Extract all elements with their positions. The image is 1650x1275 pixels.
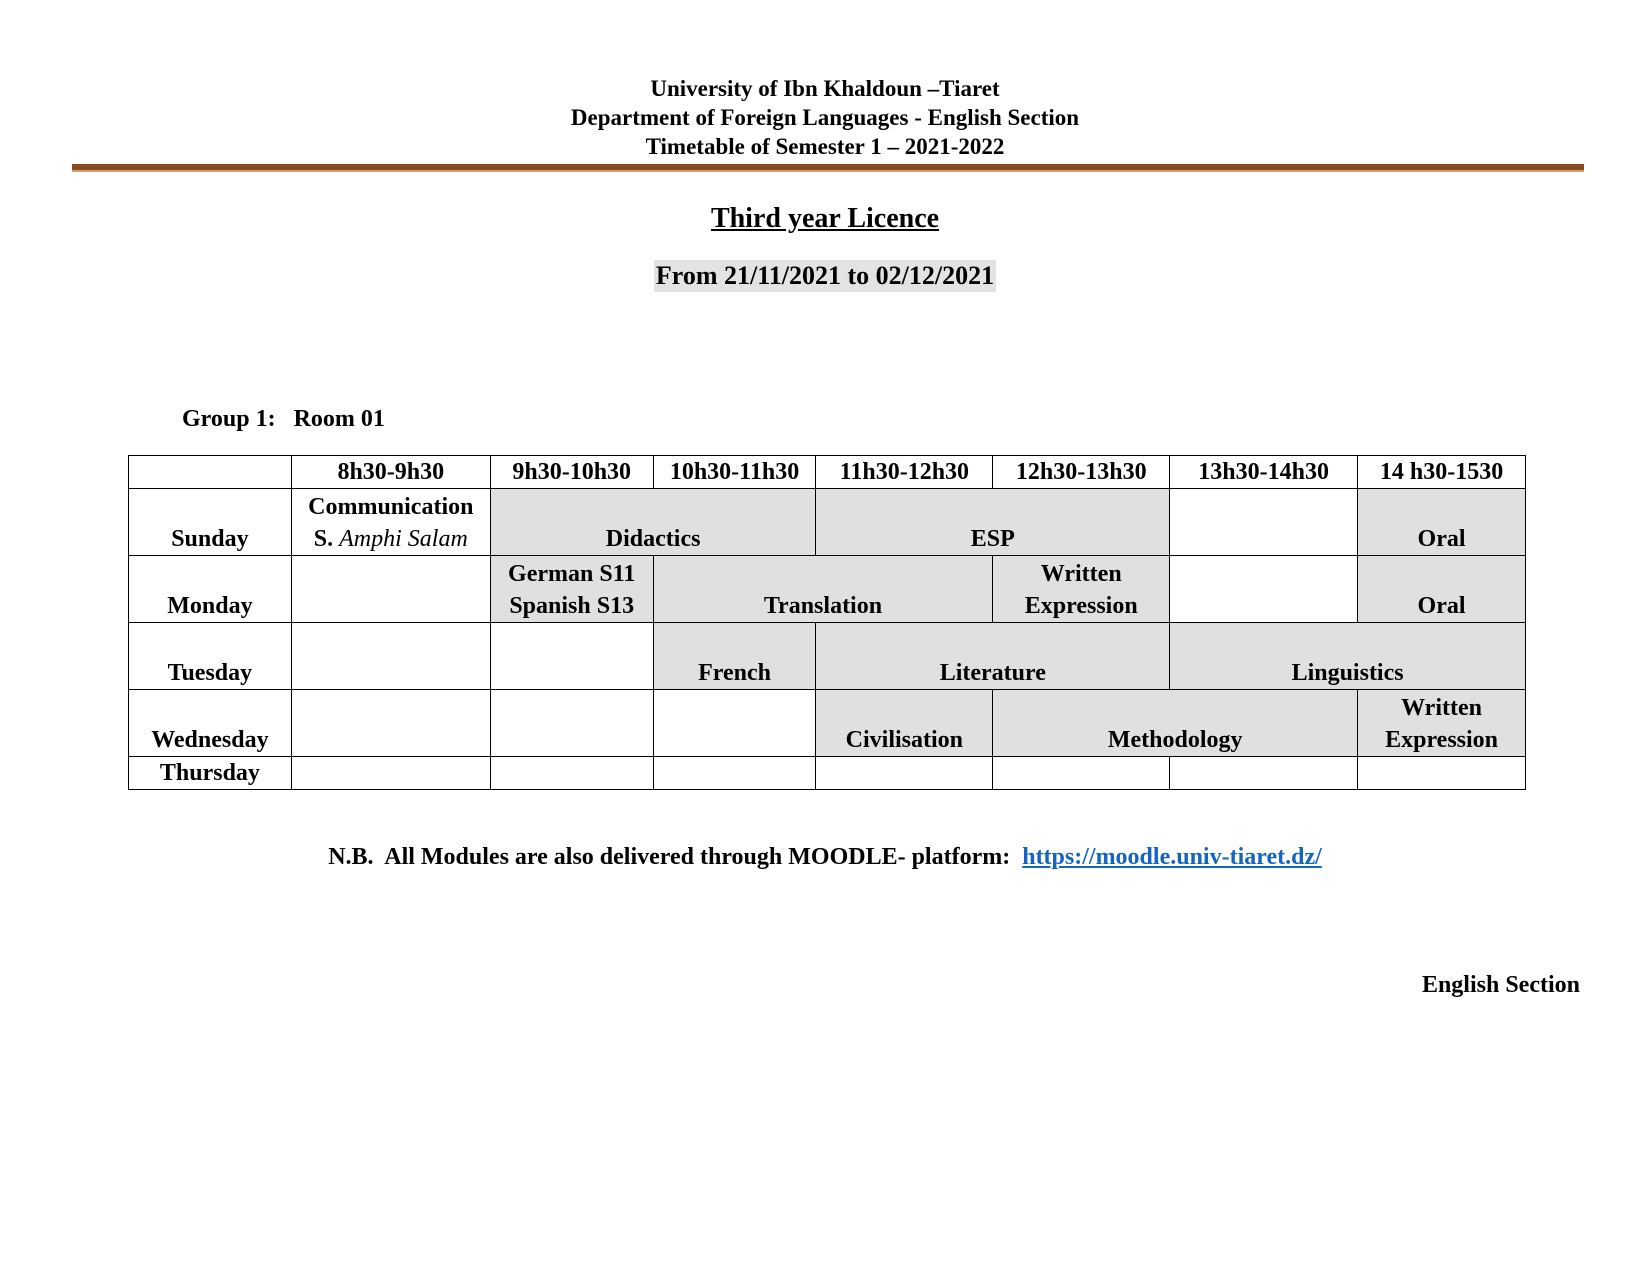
class-cell-oral: Oral <box>1358 556 1526 623</box>
class-cell-french: French <box>653 623 816 690</box>
class-cell-written-expression <box>993 556 1170 623</box>
room-text: Amphi Salam <box>339 526 468 552</box>
timetable-header-row <box>129 456 1526 489</box>
class-cell-linguistics: Linguistics <box>1170 623 1526 690</box>
cell-text: Expression <box>1024 593 1138 619</box>
timetable-row-tuesday <box>129 623 1526 690</box>
class-cell-methodology: Methodology <box>993 690 1358 757</box>
empty-cell <box>1170 556 1358 623</box>
timetable-row-thursday <box>129 757 1526 790</box>
header-divider <box>72 164 1584 172</box>
empty-cell <box>490 757 653 790</box>
empty-cell <box>291 757 490 790</box>
moodle-note <box>0 844 1650 871</box>
date-range: From 21/11/2021 to 02/12/2021 <box>655 261 995 290</box>
empty-cell <box>653 690 816 757</box>
day-label: Wednesday <box>129 690 292 757</box>
class-cell-languages <box>490 556 653 623</box>
signature: English Section <box>1421 972 1580 998</box>
page-title: Third year Licence <box>710 203 940 234</box>
day-label: Thursday <box>129 757 292 790</box>
empty-cell <box>1170 757 1358 790</box>
class-cell-literature: Literature <box>816 623 1170 690</box>
empty-cell <box>291 690 490 757</box>
timetable <box>128 455 1526 790</box>
class-cell-written-expression <box>1358 690 1526 757</box>
timetable-row-monday <box>129 556 1526 623</box>
empty-cell <box>653 757 816 790</box>
cell-text: Written <box>1401 695 1482 721</box>
class-cell-esp: ESP <box>816 489 1170 556</box>
time-slot-header: 11h30-12h30 <box>816 456 993 489</box>
timetable-semester: Timetable of Semester 1 – 2021-2022 <box>645 134 1005 159</box>
empty-cell <box>816 757 993 790</box>
time-slot-header: 8h30-9h30 <box>291 456 490 489</box>
empty-cell <box>993 757 1170 790</box>
cell-text: German S11 <box>508 561 636 587</box>
cell-text: Communication <box>308 494 474 520</box>
empty-cell <box>1358 757 1526 790</box>
empty-cell <box>1170 489 1358 556</box>
department-name: Department of Foreign Languages - English Section <box>570 105 1080 130</box>
time-slot-header: 13h30-14h30 <box>1170 456 1358 489</box>
cell-text: Expression <box>1385 727 1499 753</box>
corner-cell <box>129 456 292 489</box>
empty-cell <box>490 690 653 757</box>
day-label: Monday <box>129 556 292 623</box>
empty-cell <box>291 623 490 690</box>
empty-cell <box>490 623 653 690</box>
empty-cell <box>291 556 490 623</box>
class-cell-translation: Translation <box>653 556 993 623</box>
cell-text: Written <box>1040 561 1122 587</box>
note-text: N.B. All Modules are also delivered through MOODLE- platform: <box>328 844 1023 870</box>
timetable-row-wednesday <box>129 690 1526 757</box>
class-cell-communication <box>291 489 490 556</box>
class-cell-oral: Oral <box>1358 489 1526 556</box>
time-slot-header: 12h30-13h30 <box>993 456 1170 489</box>
day-label: Tuesday <box>129 623 292 690</box>
document-header <box>0 74 1650 161</box>
time-slot-header: 14 h30-1530 <box>1358 456 1526 489</box>
university-name: University of Ibn Khaldoun –Tiaret <box>650 76 1000 101</box>
day-label: Sunday <box>129 489 292 556</box>
cell-text: Spanish S13 <box>509 593 635 619</box>
class-cell-civilisation: Civilisation <box>816 690 993 757</box>
cell-text: S. <box>313 526 334 552</box>
date-range-container <box>0 260 1650 292</box>
time-slot-header: 9h30-10h30 <box>490 456 653 489</box>
time-slot-header: 10h30-11h30 <box>653 456 816 489</box>
group-room-label: Group 1: Room 01 <box>182 406 385 432</box>
cell-text-line <box>296 523 486 555</box>
timetable-row-sunday <box>129 489 1526 556</box>
moodle-link[interactable]: https://moodle.univ-tiaret.dz/ <box>1022 844 1322 870</box>
class-cell-didactics: Didactics <box>490 489 816 556</box>
